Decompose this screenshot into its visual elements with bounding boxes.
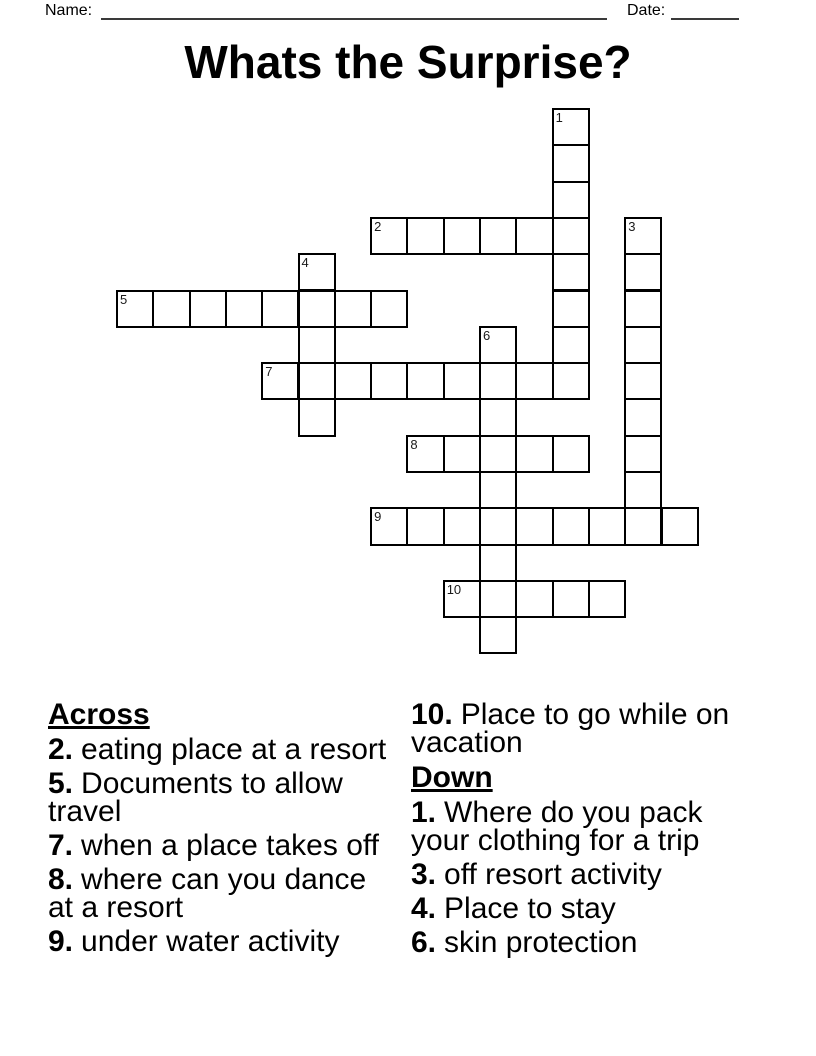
grid-cell[interactable]: [334, 290, 372, 328]
date-label: Date:: [627, 2, 666, 19]
clue-text: where can you dance at a resort: [48, 863, 367, 924]
across-heading: Across: [48, 698, 150, 731]
grid-cell[interactable]: [552, 435, 590, 473]
grid-cell[interactable]: [552, 181, 590, 219]
grid-cell[interactable]: [298, 362, 336, 400]
grid-cell[interactable]: [370, 362, 408, 400]
name-label: Name:: [45, 2, 93, 19]
clue-number: 2.: [48, 733, 74, 766]
clue-text: off resort activity: [444, 858, 662, 891]
clue-text: skin protection: [444, 926, 638, 959]
clue-across-8: [48, 863, 394, 924]
grid-cell[interactable]: [298, 326, 336, 364]
clue-text: when a place takes off: [81, 829, 380, 862]
grid-cell[interactable]: [225, 290, 263, 328]
grid-cell[interactable]: [479, 398, 517, 436]
cell-number: 5: [120, 291, 128, 307]
grid-cell[interactable]: [624, 217, 662, 255]
date-input-line[interactable]: [671, 1, 739, 20]
grid-cell[interactable]: [261, 290, 299, 328]
grid-cell[interactable]: [406, 507, 444, 545]
clue-number: 10.: [411, 698, 453, 731]
grid-cell[interactable]: [552, 507, 590, 545]
grid-cell[interactable]: [116, 290, 154, 328]
clue-text: eating place at a resort: [81, 733, 387, 766]
clue-number: 4.: [411, 892, 437, 925]
cell-number: 4: [301, 255, 309, 271]
grid-cell[interactable]: [552, 290, 590, 328]
clue-across-2: [48, 733, 394, 766]
cell-number: 10: [446, 581, 462, 597]
grid-cell[interactable]: [443, 435, 481, 473]
clues-right-column: [411, 698, 737, 959]
grid-cell[interactable]: [479, 616, 517, 654]
clue-across-7: [48, 829, 394, 862]
down-heading: Down: [411, 761, 493, 794]
grid-cell[interactable]: [479, 471, 517, 509]
cell-number: 7: [265, 364, 273, 380]
clue-text: Where do you pack your clothing for a trip: [411, 796, 703, 857]
grid-cell[interactable]: [624, 290, 662, 328]
grid-cell[interactable]: [406, 435, 444, 473]
grid-cell[interactable]: [661, 507, 699, 545]
grid-cell[interactable]: [515, 580, 553, 618]
grid-cell[interactable]: [152, 290, 190, 328]
grid-cell[interactable]: [370, 217, 408, 255]
grid-cell[interactable]: [624, 471, 662, 509]
grid-cell[interactable]: [443, 217, 481, 255]
grid-cell[interactable]: [298, 253, 336, 291]
grid-cell[interactable]: [479, 544, 517, 582]
grid-cell[interactable]: [552, 326, 590, 364]
clue-down-6: [411, 926, 737, 959]
grid-cell[interactable]: [624, 362, 662, 400]
grid-cell[interactable]: [479, 580, 517, 618]
clue-number: 1.: [411, 796, 437, 829]
clue-number: 5.: [48, 767, 74, 800]
clue-across-10: [411, 698, 737, 759]
clue-across-9: [48, 925, 394, 958]
cell-number: 6: [483, 327, 491, 343]
puzzle-title: Whats the Surprise?: [184, 36, 632, 88]
grid-cell[interactable]: [370, 507, 408, 545]
grid-cell[interactable]: [261, 362, 299, 400]
grid-cell[interactable]: [479, 362, 517, 400]
clue-down-3: [411, 858, 737, 891]
grid-cell[interactable]: [443, 362, 481, 400]
grid-cell[interactable]: [515, 435, 553, 473]
grid-cell[interactable]: [515, 362, 553, 400]
clue-down-1: [411, 796, 737, 857]
grid-cell[interactable]: [624, 507, 662, 545]
grid-cell[interactable]: [406, 362, 444, 400]
grid-cell[interactable]: [552, 144, 590, 182]
clue-number: 9.: [48, 925, 74, 958]
clue-across-5: [48, 767, 394, 828]
grid-cell[interactable]: [552, 362, 590, 400]
grid-cell[interactable]: [588, 507, 626, 545]
grid-cell[interactable]: [443, 580, 481, 618]
grid-cell[interactable]: [588, 580, 626, 618]
grid-cell[interactable]: [624, 326, 662, 364]
grid-cell[interactable]: [370, 290, 408, 328]
clue-number: 3.: [411, 858, 437, 891]
cell-number: 1: [555, 110, 563, 125]
grid-cell[interactable]: [624, 435, 662, 473]
grid-cell[interactable]: [479, 326, 517, 364]
grid-cell[interactable]: [515, 507, 553, 545]
grid-cell[interactable]: [624, 253, 662, 291]
clue-number: 8.: [48, 863, 74, 896]
cell-number: 3: [628, 218, 636, 234]
grid-cell[interactable]: [334, 362, 372, 400]
cell-number: 8: [410, 436, 418, 452]
clues-left-column: [48, 700, 394, 956]
grid-cell[interactable]: [479, 435, 517, 473]
grid-cell[interactable]: [552, 580, 590, 618]
grid-cell[interactable]: [479, 507, 517, 545]
grid-cell[interactable]: [479, 217, 517, 255]
clue-text: Place to stay: [444, 892, 616, 925]
grid-cell[interactable]: [298, 398, 336, 436]
cell-number: 9: [374, 509, 382, 525]
clue-text: Documents to allow travel: [48, 767, 343, 828]
clue-number: 7.: [48, 829, 74, 862]
grid-cell[interactable]: [406, 217, 444, 255]
grid-cell[interactable]: [515, 217, 553, 255]
clue-text: under water activity: [81, 925, 340, 958]
clue-text: Place to go while on vacation: [411, 698, 730, 759]
grid-cell[interactable]: [624, 398, 662, 436]
clue-number: 6.: [411, 926, 437, 959]
clue-down-4: [411, 892, 737, 925]
grid-cell[interactable]: [552, 217, 590, 255]
name-input-line[interactable]: [101, 1, 607, 20]
grid-cell[interactable]: [552, 253, 590, 291]
cell-number: 2: [374, 218, 382, 234]
grid-cell[interactable]: [189, 290, 227, 328]
grid-cell[interactable]: [552, 108, 590, 146]
grid-cell[interactable]: [298, 290, 336, 328]
grid-cell[interactable]: [443, 507, 481, 545]
